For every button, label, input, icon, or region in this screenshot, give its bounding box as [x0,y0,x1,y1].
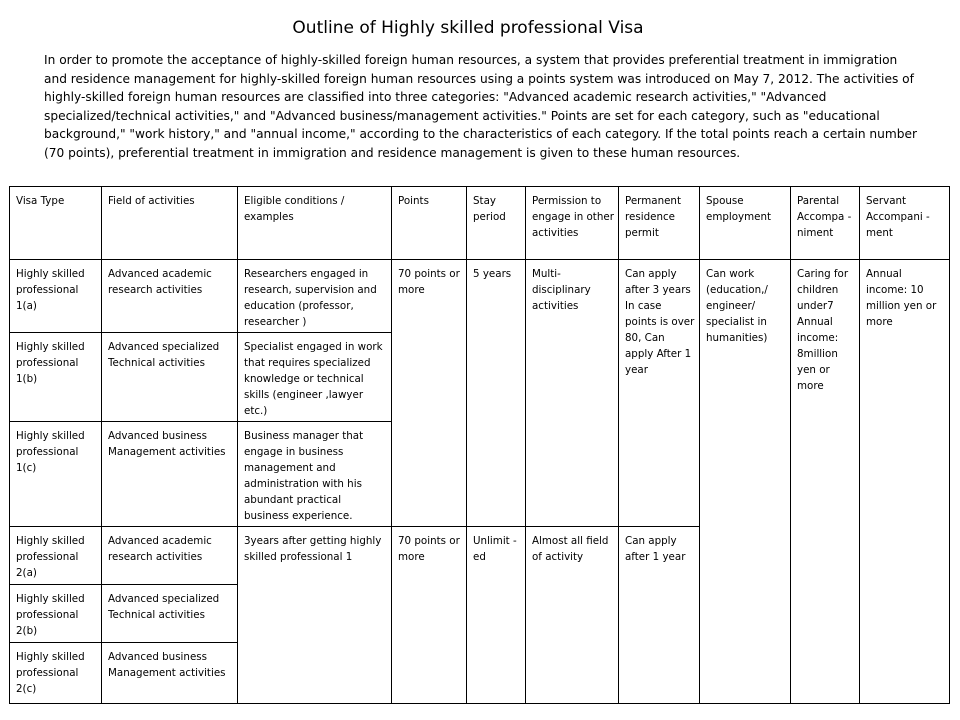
field-cell: Advanced specialized Technical activities [102,585,238,643]
permanent-cell-group1: Can apply after 3 years In case points is over 80, Can apply After 1 year [619,260,700,527]
table-header-row [10,187,950,260]
permission-cell-group2: Almost all field of activity [526,527,619,704]
eligible-cell: Business manager that engage in business management and administration with his abundant practical business experience. [238,422,392,527]
visa-type-cell: Highly skilled professional 1(b) [10,333,102,422]
intro-paragraph: In order to promote the acceptance of highly-skilled foreign human resources, a system that provides preferential treatment in immigration and residence management for highly-skilled foreign human resources using a points system was introduced on May 7, 2012. The activities of highly-skilled foreign human resources are classified into three categories: "Advanced academic research activities," "Advanced specialized/technical activities," and "Advanced business/management activities." Points are set for each category, such as "educational background," "work history," and "annual income," according to the characteristics of each category. If the total points reach a certain number (70 points), preferential treatment in immigration and residence management is given to these human resources. [44,53,917,160]
visa-type-cell: Highly skilled professional 1(c) [10,422,102,527]
servant-cell: Annual income: 10 million yen or more [860,260,950,704]
table-row [10,260,950,333]
header-eligible: Eligible conditions / examples [238,187,392,260]
parental-cell: Caring for children under7 Annual income: 8million yen or more [791,260,860,704]
permission-cell-group1: Multi- disciplinary activities [526,260,619,527]
visa-type-cell: Highly skilled professional 2(a) [10,527,102,585]
stay-cell-group2: Unlimit -ed [467,527,526,704]
field-cell: Advanced specialized Technical activities [102,333,238,422]
header-spouse: Spouse employment [700,187,791,260]
header-servant: Servant Accompani -ment [860,187,950,260]
points-cell-group2: 70 points or more [392,527,467,704]
eligible-cell: Researchers engaged in research, supervision and education (professor, researcher ) [238,260,392,333]
permanent-cell-group2: Can apply after 1 year [619,527,700,704]
page-title: Outline of Highly skilled professional Visa [292,18,644,38]
eligible-cell: Specialist engaged in work that requires specialized knowledge or technical skills (engineer ,lawyer etc.) [238,333,392,422]
header-permanent: Permanent residence permit [619,187,700,260]
points-cell-group1: 70 points or more [392,260,467,527]
visa-type-cell: Highly skilled professional 2(b) [10,585,102,643]
field-cell: Advanced academic research activities [102,260,238,333]
visa-type-cell: Highly skilled professional 1(a) [10,260,102,333]
header-parental: Parental Accompa -niment [791,187,860,260]
header-visa-type: Visa Type [10,187,102,260]
spouse-cell: Can work (education,/ engineer/ specialist in humanities) [700,260,791,704]
field-cell: Advanced business Management activities [102,422,238,527]
field-cell: Advanced business Management activities [102,643,238,704]
visa-table [9,186,950,704]
field-cell: Advanced academic research activities [102,527,238,585]
visa-type-cell: Highly skilled professional 2(c) [10,643,102,704]
eligible-cell-group2: 3years after getting highly skilled professional 1 [238,527,392,704]
header-points: Points [392,187,467,260]
header-permission: Permission to engage in other activities [526,187,619,260]
header-field: Field of activities [102,187,238,260]
stay-cell-group1: 5 years [467,260,526,527]
header-stay: Stay period [467,187,526,260]
